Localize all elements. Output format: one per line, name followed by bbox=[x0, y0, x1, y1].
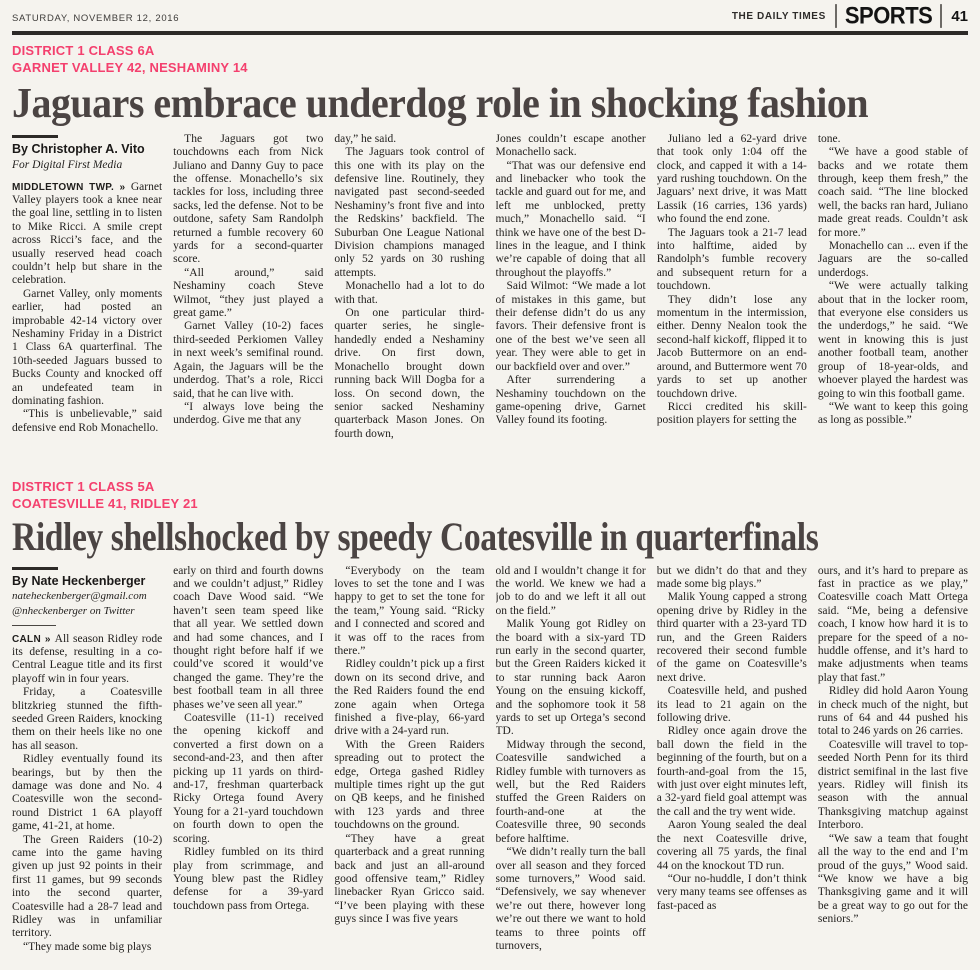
masthead-right bbox=[731, 1, 968, 29]
article-paragraph: Garnet Valley, only moments earlier, had posted an improbable 42-14 victory over Neshaminy Friday in a District 1 Class 6A quarterfinal. The 10th-seeded Jaguars bussed to Bucks County and knocked off an undefeated team in dominating fashion. bbox=[12, 287, 163, 408]
article-paragraph: They didn’t lose any momentum in the intermission, either. Denny Nealon took the second-half kickoff, flipped it to Jacob Buttermore on an end-around, and Buttermore went 70 yards to set up another touchdown drive. bbox=[656, 293, 807, 400]
article-paragraph: “Everybody on the team loves to set the tone and I was happy to get to set the tone for the team,” Young said. “Ricky and I connected and scored and it was off to the races from there.” bbox=[334, 564, 485, 657]
article-paragraph: old and I wouldn’t change it for the world. We knew we had a job to do and we left it all out on the field.” bbox=[495, 564, 646, 617]
article-paragraph: With the Green Raiders spreading out to protect the edge, Ortega gashed Ridley multiple times right up the gut on QB keeps, and he finished with 123 yards and three touchdowns on the ground. bbox=[334, 738, 485, 832]
article2-column-6 bbox=[818, 565, 968, 963]
section-title: SPORTS bbox=[835, 4, 942, 28]
article2-column-5 bbox=[657, 565, 807, 963]
article2-byline: By Nate Heckenberger bbox=[12, 573, 146, 588]
article-paragraph: The Jaguars took control of this one with its play on the defensive line. Routinely, they navigated past second-seeded Neshaminy’s front five and into the Redskins’ backfield. The Suburban One League National Division champions managed only 52 yards on 30 rushing attempts. bbox=[334, 146, 485, 279]
article2-byline-email: nateheckenberger@gmail.com bbox=[12, 589, 147, 602]
article-paragraph: “Our no-huddle, I don’t think very many teams see offenses as fast-paced as bbox=[656, 872, 807, 912]
article-paragraph: “I always love being the underdog. Give me that any bbox=[173, 400, 324, 427]
article-paragraph: Friday, a Coatesville blitzkrieg stunned the fifth-seeded Green Raiders, knocking them on their heels like no one has all season. bbox=[12, 686, 163, 752]
article2-column-1-text bbox=[12, 633, 162, 955]
article1-column-4 bbox=[496, 133, 646, 469]
article-paragraph: early on third and fourth downs and we couldn’t adjust,” Ridley coach Dave Wood said. “We haven’t seen team speed like that all year. We settled down and had some chances, and I thought right before half if we could’ve scored it would’ve changed the game. They’re the best football team in all three phases we’ve seen all year.” bbox=[173, 564, 324, 711]
article1-columns bbox=[12, 133, 968, 469]
article1-column-1 bbox=[12, 133, 162, 469]
article-paragraph: Ridley once again drove the ball down the field in the beginning of the fourth, but on a fourth-and-goal from the 15, with just over eight minutes left, a 32-yard field goal attempt was the call and the try went wide. bbox=[656, 725, 807, 818]
article2-kicker-line1: DISTRICT 1 CLASS 5A bbox=[12, 478, 155, 494]
article2-column-2 bbox=[173, 565, 323, 963]
article-paragraph: The Jaguars took a 21-7 lead into halftime, aided by Randolph’s fumble recovery and subsequent return for a touchdown. bbox=[656, 226, 807, 293]
article2-kicker-line2: COATESVILLE 41, RIDLEY 21 bbox=[12, 495, 198, 511]
article1-kicker bbox=[12, 43, 968, 77]
article-paragraph: “We saw a team that fought all the way to the end and I’m proud of the guys,” Wood said. “We know we have a big Thanksgiving game and it will be a great way to go out for the seniors.” bbox=[817, 832, 969, 926]
article-paragraph: “That was our defensive end and linebacker who took the tackle and guard out for me, and left me unblocked, pretty much,” Monachello said. “I think we have one of the best D-lines in the league, and I think we’re capable of doing that all throughout the playoffs.” bbox=[495, 159, 646, 279]
article-paragraph: Coatesville (11-1) received the opening kickoff and converted a first down on a second-and-23, and then after picking up 11 yards on third-and-17, freshman quarterback Ricky Ortega found Avery Young for a 21-yard touchdown on fourth down to open the scoring. bbox=[173, 712, 324, 845]
article1-column-3 bbox=[334, 133, 484, 469]
article-paragraph: The Green Raiders (10-2) came into the game having given up just 92 points in their first 11 games, but 99 seconds into the second quarter, Coatesville had a 28-7 lead and Ridley was in unfamiliar territory. bbox=[12, 833, 163, 940]
issue-date: SATURDAY, NOVEMBER 12, 2016 bbox=[12, 13, 180, 24]
article1-byline: By Christopher A. Vito bbox=[12, 141, 145, 156]
article-paragraph: Monachello can ... even if the Jaguars are the so-called underdogs. bbox=[817, 240, 969, 279]
page-number: 41 bbox=[951, 7, 968, 25]
article-paragraph: Coatesville will travel to top-seeded North Penn for its third district semifinal in the last five years. Ridley will finish its season with the annual Thanksgiving matchup against Interboro. bbox=[817, 738, 969, 832]
article1-column-1-text bbox=[12, 181, 162, 436]
byline-rule bbox=[12, 135, 58, 138]
article2-headline: Ridley shellshocked by speedy Coatesville in quarterfinals bbox=[12, 513, 819, 559]
article-paragraph: day,” he said. bbox=[334, 132, 397, 145]
publication-name: THE DAILY TIMES bbox=[731, 10, 826, 22]
article-paragraph: Garnet Valley (10-2) faces third-seeded Perkiomen Valley in next week’s semifinal round. Again, the Jaguars will be the underdog. That’s a role, Ricci said, that he can live with. bbox=[173, 320, 324, 400]
article-paragraph: “All around,” said Neshaminy coach Steve Wilmot, “they just played a great game.” bbox=[173, 266, 324, 320]
byline-rule bbox=[12, 567, 58, 570]
article-paragraph: Midway through the second, Coatesville sandwiched a Ridley fumble with turnovers as well, but the Red Raiders stuffed the Green Raiders on fourth-and-one at the Coatesville three, 90 seconds before halftime. bbox=[495, 738, 646, 845]
article2-byline-block bbox=[12, 567, 162, 626]
article-paragraph: The Jaguars got two touchdowns each from Nick Juliano and Danny Guy to pace the offense. Monachello’s six tackles for loss, including three sacks, led the defense. Not to be outdone, safety Sam Randolph returned a fumble recovery 60 yards for a second-quarter score. bbox=[173, 132, 324, 266]
article2-column-4 bbox=[496, 565, 646, 963]
article-paragraph: “We didn’t really turn the ball over all season and they forced some turnovers,” Wood said. “Defensively, we say whenever we’re out there, however long we’re out there we want to hold teams to three points off turnovers, bbox=[495, 846, 646, 952]
article-paragraph: Ridley eventually found its bearings, but by then the damage was done and No. 4 Coatesville won the second-round District 1 6A playoff game, 41-21, at home. bbox=[12, 753, 163, 833]
article2-columns bbox=[12, 565, 968, 963]
article-paragraph: “We have a good stable of backs and we rotate them through, keep them fresh,” the coach said. “The line blocked well, the backs ran hard, Juliano made great reads. Couldn’t ask for more.” bbox=[817, 146, 969, 239]
dateline: CALN » bbox=[12, 633, 55, 645]
article2-byline-twitter: @nheckenberger on Twitter bbox=[12, 605, 135, 618]
article-paragraph: CALN » All season Ridley rode its defense, resulting in a co-Central League title and its first playoff win in four years. bbox=[12, 632, 163, 685]
masthead bbox=[12, 1, 968, 29]
byline-divider-rule bbox=[12, 625, 56, 626]
dateline: MIDDLETOWN TWP. » bbox=[12, 181, 131, 193]
article-paragraph: Coatesville held, and pushed its lead to 21 again on the following drive. bbox=[656, 685, 807, 725]
article-paragraph: “This is unbelievable,” said defensive end Rob Monachello. bbox=[12, 408, 163, 434]
article2-column-1 bbox=[12, 565, 162, 963]
article-paragraph: Monachello had a lot to do with that. bbox=[334, 280, 485, 306]
article1-byline-affiliation: For Digital First Media bbox=[12, 159, 123, 172]
article-paragraph: ours, and it’s hard to prepare as fast in practice as we play,” Coatesville coach Matt Ortega said. “Me, being a defensive coach, I know how hard it is to prepare for the speed of a no-huddle offense, and it’s hard to make adjustments when teams play that fast.” bbox=[817, 564, 969, 684]
article-paragraph: “They have a great quarterback and a great running back and just an all-around good offensive team,” Ridley linebacker Ryan Gricco said. “I’ve been playing with these guys since I was five years bbox=[334, 832, 485, 926]
article-paragraph: Jones couldn’t escape another Monachello sack. bbox=[495, 132, 646, 159]
article1-column-5 bbox=[657, 133, 807, 469]
article-paragraph: Said Wilmot: “We made a lot of mistakes in this game, but their defense didn’t do us any favors. Their defensive front is one of the best we’ve seen all year. They were able to get in our backfield over and over.” bbox=[495, 280, 646, 373]
article-paragraph: Malik Young capped a strong opening drive by Ridley in the third quarter with a 23-yard TD run, and the Green Raiders recovered their second fumble of the game on Coatesville’s next drive. bbox=[656, 591, 807, 684]
article-paragraph: Ridley did hold Aaron Young in check much of the night, but runs of 64 and 44 pushed his total to 246 yards on 26 carries. bbox=[817, 685, 969, 738]
article-paragraph: Malik Young got Ridley on the board with a six-yard TD run early in the second quarter, but the Green Raiders kicked it to star running back Aaron Young on the ensuing kickoff, and the sophomore took it 58 yards to set up Ortega’s second TD. bbox=[495, 618, 646, 738]
article2-kicker bbox=[12, 479, 968, 513]
article-paragraph: Ridley fumbled on its third play from scrimmage, and Young blew past the Ridley defense for a 39-yard touchdown pass from Ortega. bbox=[173, 846, 324, 912]
article-paragraph: tone. bbox=[817, 132, 841, 145]
article-paragraph: Juliano led a 62-yard drive that took only 1:04 off the clock, and capped it with a 14-yard rushing touchdown. On the Jaguars’ next drive, it was Matt Lassik (16 carries, 136 yards) who found the end zone. bbox=[656, 132, 807, 226]
article1-kicker-line2: GARNET VALLEY 42, NESHAMINY 14 bbox=[12, 59, 248, 75]
article-paragraph: “They made some big plays bbox=[23, 940, 152, 953]
article-paragraph: “We want to keep this going as long as possible.” bbox=[817, 400, 969, 427]
article-paragraph: On one particular third-quarter series, he single-handedly ended a Neshaminy drive. On first down, Monachello brought down running back Will Dogba for a loss. On second down, the senior sacked Neshaminy quarterback Mason Jones. On fourth down, bbox=[334, 307, 485, 440]
article-paragraph: “We were actually talking about that in the locker room, that everyone else considers us the underdogs,” he said. “We went in knowing this is just another football team, another group of 18-year-olds, and whoever played the hardest was going to win this football game. bbox=[817, 280, 969, 400]
masthead-rule bbox=[12, 31, 968, 35]
article1-column-6 bbox=[818, 133, 968, 469]
article-paragraph: but we didn’t do that and they made some big plays.” bbox=[656, 564, 807, 590]
article-paragraph: Ricci credited his skill-position players for setting the bbox=[656, 400, 807, 427]
article1-byline-block bbox=[12, 135, 162, 173]
article-paragraph: After surrendering a Neshaminy touchdown on the game-opening drive, Garnet Valley found its footing. bbox=[495, 374, 646, 427]
article-garnet-valley bbox=[12, 43, 968, 469]
article1-headline: Jaguars embrace underdog role in shocking fashion bbox=[12, 80, 869, 127]
article1-column-2 bbox=[173, 133, 323, 469]
article-paragraph: Aaron Young sealed the deal the next Coatesville drive, covering all 75 yards, the final 44 on the knockout TD run. bbox=[656, 819, 807, 872]
article-paragraph: MIDDLETOWN TWP. » Garnet Valley players took a knee near the goal line, settling in to listen to Mike Ricci. A smile crept across Ricci’s face, and the usually reserved head coach couldn’t help but share in the celebration. bbox=[12, 180, 163, 287]
article2-column-3 bbox=[334, 565, 484, 963]
article-paragraph: Ridley couldn’t pick up a first down on its second drive, and the Red Raiders found the end zone again when Ortega finished a five-play, 66-yard drive with a 24-yard run. bbox=[334, 658, 485, 738]
article1-kicker-line1: DISTRICT 1 CLASS 6A bbox=[12, 43, 155, 58]
article-coatesville-ridley bbox=[12, 479, 968, 963]
